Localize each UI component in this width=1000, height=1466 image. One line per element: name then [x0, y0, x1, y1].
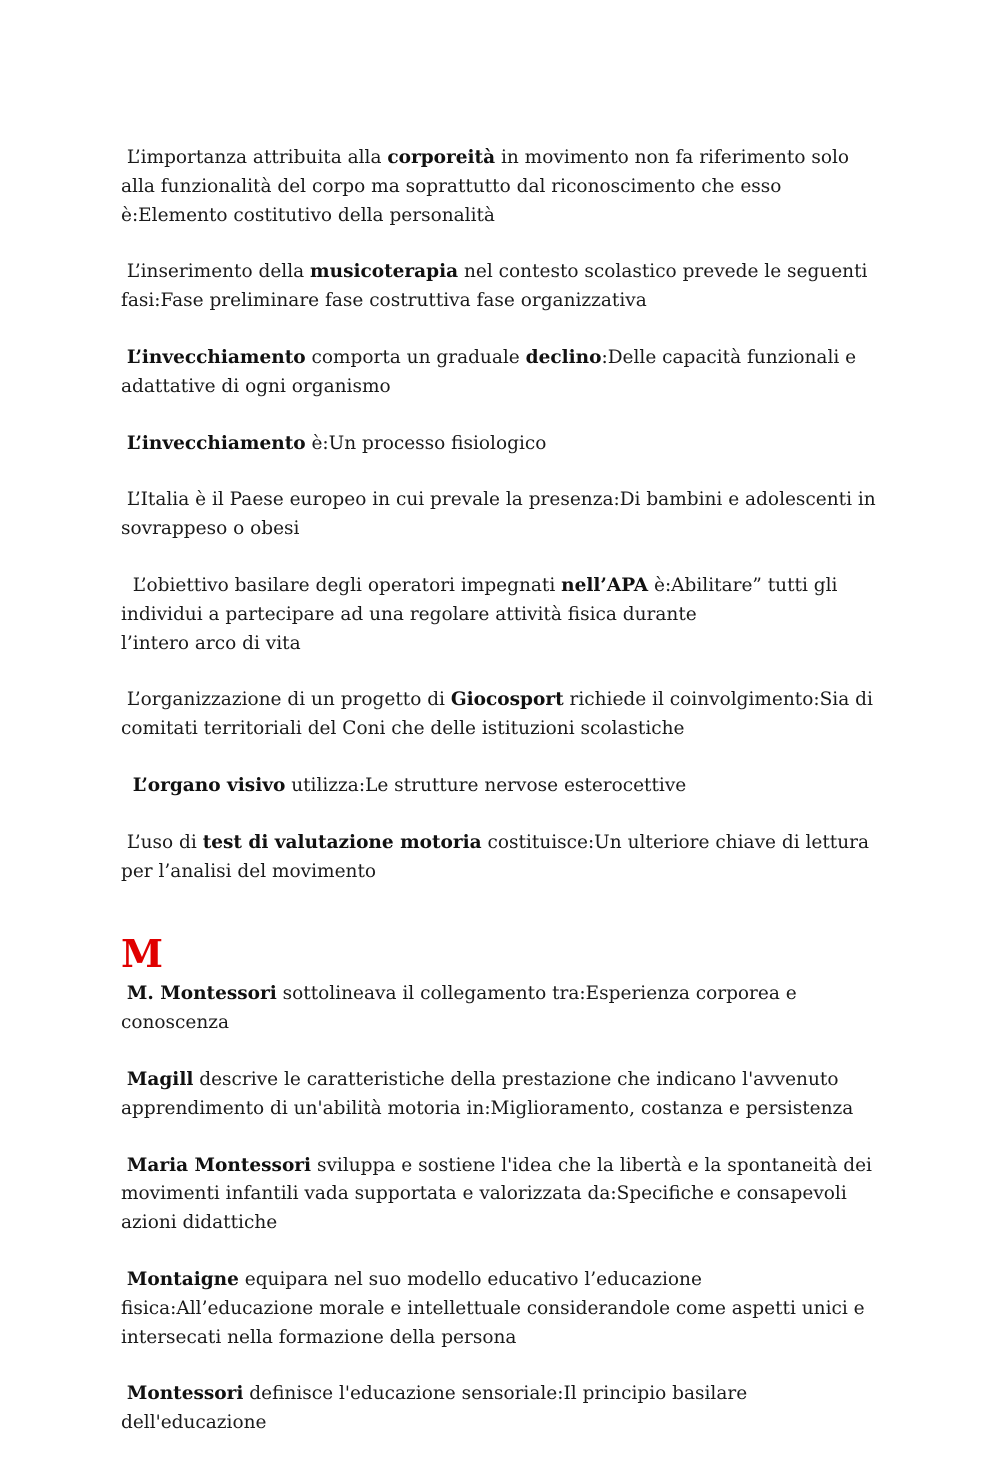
- glossary-entry: L’invecchiamento è:Un processo fisiologico: [126, 432, 547, 454]
- glossary-entry: L’inserimento della musicoterapia nel contesto scolastico prevede le seguenti fasi:Fase preliminare fase costruttiva fase organizzativa: [121, 261, 868, 312]
- glossary-entry: L’organizzazione di un progetto di Giocosport richiede il coinvolgimento:Sia di comitati territoriali del Coni che delle istituzioni scolastiche: [121, 689, 873, 740]
- glossary-entry: L’Italia è il Paese europeo in cui prevale la presenza:Di bambini e adolescenti in sovrappeso o obesi: [121, 489, 876, 540]
- document-body: [121, 144, 881, 1466]
- glossary-entry: Montessori definisce l'educazione sensoriale:Il principio basilare dell'educazione: [121, 1383, 748, 1434]
- glossary-entry: Maria Montessori sviluppa e sostiene l'idea che la libertà e la spontaneità dei movimenti infantili vada supportata e valorizzata da:Specifiche e consapevoli azioni didattiche: [121, 1154, 872, 1234]
- glossary-entry: L’organo visivo utilizza:Le strutture nervose esterocettive: [132, 774, 687, 796]
- glossary-entry: Montaigne equipara nel suo modello educativo l’educazione fisica:All’educazione morale e intellettuale considerandole come aspetti unici e intersecati nella formazione della persona: [121, 1268, 865, 1348]
- glossary-entry: L’obiettivo basilare degli operatori impegnati nell’APA è:Abilitare” tutti gli individui a partecipare ad una regolare attività fisica durante l’intero arco di vita: [121, 574, 838, 654]
- entries-l-section: [121, 144, 881, 886]
- section-letter-heading: M: [121, 931, 164, 977]
- glossary-entry: L’uso di test di valutazione motoria costituisce:Un ulteriore chiave di lettura per l’analisi del movimento: [121, 831, 870, 882]
- glossary-entry: M. Montessori sottolineava il collegamento tra:Esperienza corporea e conoscenza: [121, 983, 797, 1034]
- glossary-entry: Magill descrive le caratteristiche della prestazione che indicano l'avvenuto apprendimento di un'abilità motoria in:Miglioramento, costanza e persistenza: [121, 1068, 854, 1119]
- entries-m-section: [121, 980, 881, 1438]
- glossary-entry: L’invecchiamento comporta un graduale declino:Delle capacità funzionali e adattative di ogni organismo: [121, 346, 857, 397]
- glossary-entry: L’importanza attribuita alla corporeità in movimento non fa riferimento solo alla funzionalità del corpo ma soprattutto dal riconoscimento che esso è:Elemento costitutivo della personalità: [121, 147, 850, 226]
